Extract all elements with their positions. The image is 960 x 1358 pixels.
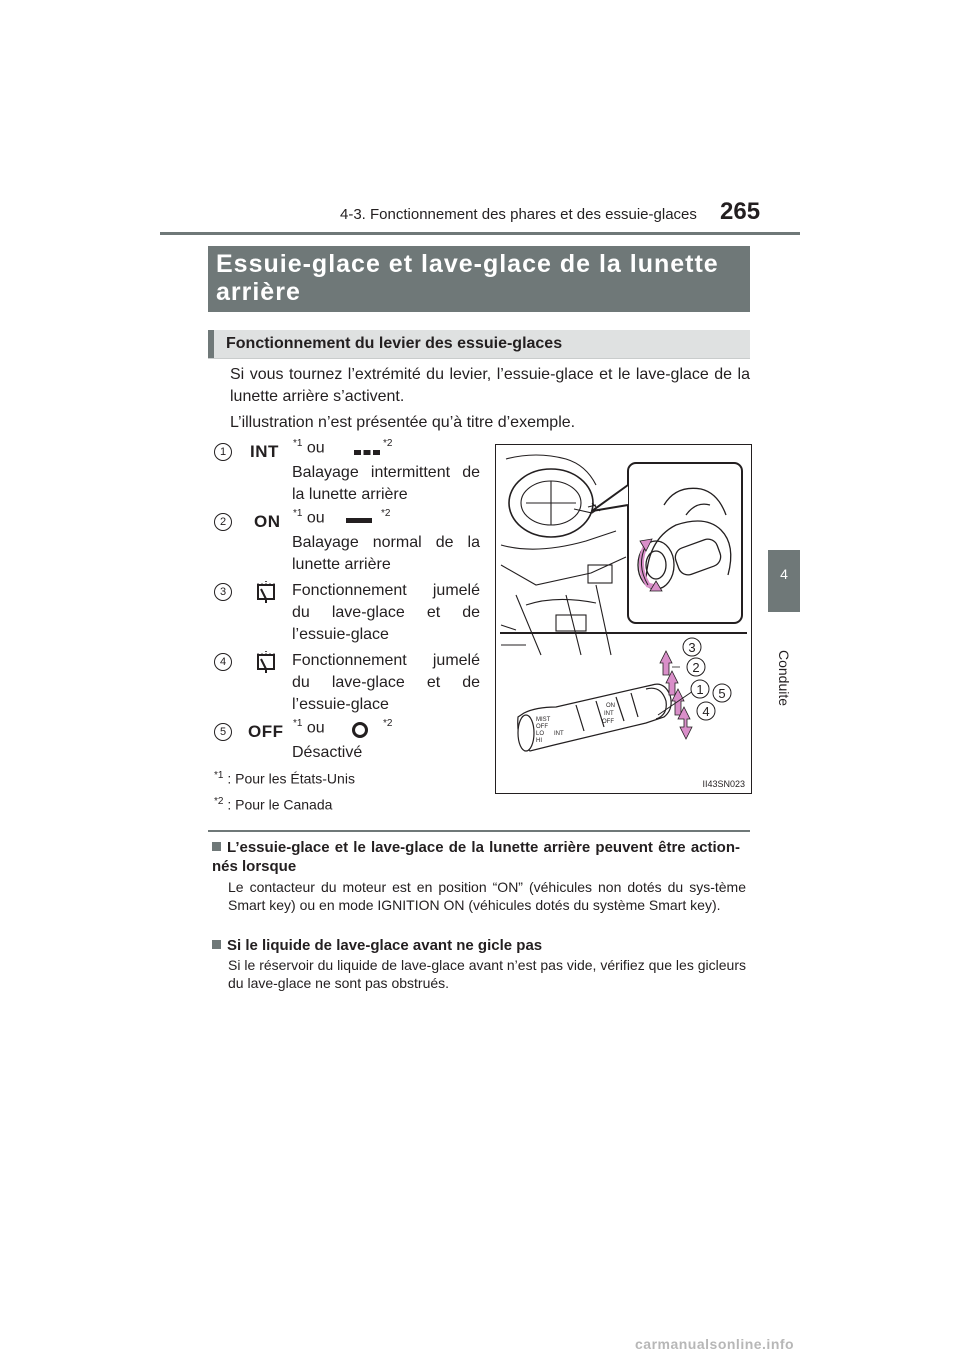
item-description: Fonctionnement jumelé du lave-glace et de l’essuie-glace [292,582,480,643]
footnote-mark-2 [381,508,390,527]
item-number-badge: 3 [214,583,232,601]
footnote-mark: *2 [214,796,224,807]
note-heading-text: Si le liquide de lave-glace avant ne gicle pas [227,937,543,954]
intro-note: L’illustration n’est présentée qu’à titre d’exemple. [230,414,576,431]
off-ring-icon [351,721,369,739]
note-heading [212,838,740,876]
note-body: Le contacteur du moteur est en position “ON” (véhicules non dotés du sys-tème Smart key) ou en mode IGNITION ON (véhicules dotés du système Smart key). [228,879,746,913]
footnote-canada [214,796,332,813]
lever-label-text: OFF [602,719,614,725]
item-number [214,442,232,461]
footnote-mark-2 [383,438,392,457]
footnote-mark: *2 [383,438,393,449]
note-heading [212,936,740,955]
or-text: ou [306,509,325,527]
intro-paragraph: Si vous tournez l’extrémité du levier, l’essuie-glace et le lave-glace de la lunette arrière s’activent. [230,366,750,405]
footnote-mark: *1 [214,770,224,781]
item-number [214,722,232,741]
lever-label-text: ON [606,703,615,709]
item-number [214,582,232,601]
item-description: Balayage normal de la lunette arrière [292,534,480,573]
footnote-mark: *2 [383,718,393,729]
footnote-mark: *1 [293,718,303,729]
continuous-bar-icon [346,518,372,524]
lever-label-text: INT [604,711,614,717]
item-number [214,652,232,671]
chapter-label: Conduite [776,650,792,707]
callout-number: 5 [718,686,726,701]
lever-label-text: HI [536,738,542,744]
item-number [214,512,232,531]
square-bullet-icon [212,940,221,949]
item-variant-line [293,508,325,527]
page-number: 265 [720,198,761,225]
lever-label-text: LO [536,731,545,737]
or-text: ou [306,719,325,737]
subsection-accent [208,330,214,358]
or-text: ou [306,439,325,457]
off-label: OFF [248,722,284,741]
callout-number: 1 [696,682,704,697]
note-block [212,936,740,955]
subsection-title: Fonctionnement du levier des essuie-glaces [226,335,563,352]
wiper-lever-illustration [495,444,752,794]
callout-number: 2 [692,660,700,675]
item-number-badge: 5 [214,723,232,741]
rear-washer-icon [255,580,277,604]
footnote-text: : Pour les États-Unis [227,770,355,787]
note-body: Si le réservoir du liquide de lave-glace avant n’est pas vide, vérifiez que les gicleurs du lave-glace ne sont pas obstrués. [228,957,746,991]
figure-code: II43SN023 [702,779,745,789]
item-number-badge: 1 [214,443,232,461]
footnote-mark: *2 [381,508,391,519]
footnote-text: : Pour le Canada [227,796,333,813]
item-description: Balayage intermittent de la lunette arrière [292,464,480,503]
rear-washer-icon [255,650,277,674]
title-banner [208,246,750,312]
section-rule [208,830,750,832]
item-variant-line [293,718,325,737]
on-label: ON [254,512,281,531]
lever-label-text: MIST [536,717,551,723]
chapter-tab [768,550,800,612]
subsection-bar [208,330,750,359]
footnote-mark: *1 [293,438,303,449]
item-description: Désactivé [292,744,363,761]
item-variant-line [293,438,325,457]
footnote-us [214,770,355,787]
int-label: INT [250,442,279,461]
callout-number: 4 [702,704,710,719]
item-description: Fonctionnement jumelé du lave-glace et de l’essuie-glace [292,652,480,713]
lever-label-text: INT [554,731,564,737]
header-section-title: 4-3. Fonctionnement des phares et des essuie-glaces [340,206,697,223]
footnote-mark-2 [383,718,392,737]
page-title: Essuie-glace et lave-glace de la lunette arrière [216,250,719,306]
note-heading-text: L’essuie-glace et le lave-glace de la lunette arrière peuvent être action-nés lorsque [212,839,740,875]
item-number-badge: 2 [214,513,232,531]
intermittent-dashes-icon [354,450,380,456]
footnote-mark: *1 [293,508,303,519]
note-block [212,838,740,876]
chapter-number: 4 [780,566,788,582]
item-number-badge: 4 [214,653,232,671]
square-bullet-icon [212,842,221,851]
watermark: carmanualsonline.info [635,1336,795,1352]
header-rule [160,232,800,235]
lever-label-text: OFF [536,724,548,730]
wiper-lever-drawing [496,445,751,793]
callout-number: 3 [688,640,696,655]
